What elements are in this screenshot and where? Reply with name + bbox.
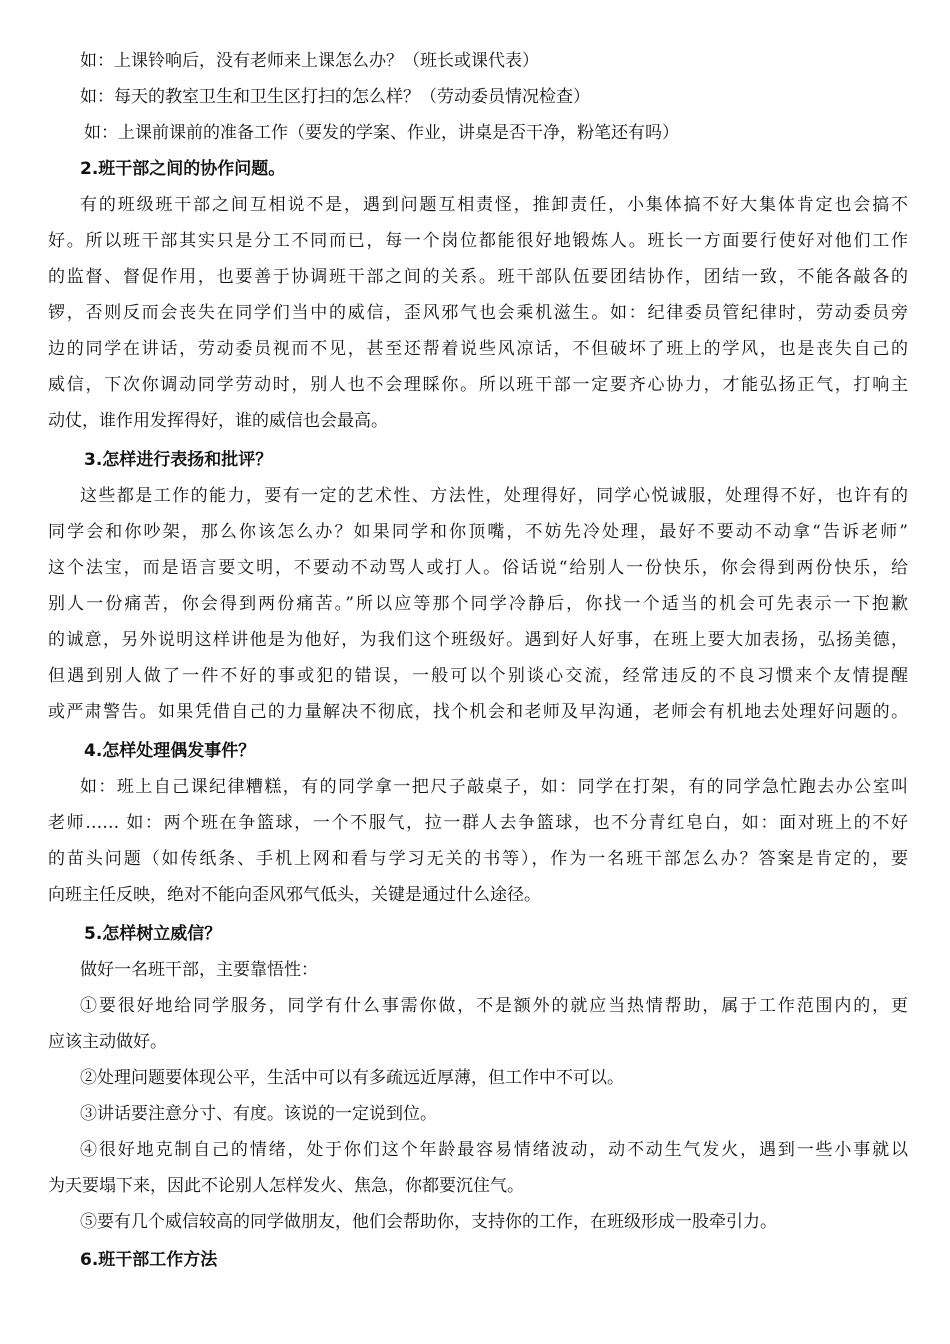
body-line: 边的同学在讲话，劳动委员视而不见，甚至还帮着说些风凉话，不但破坏了班上的学风，也是丧失自己的 [48,339,908,359]
list-item: ②处理问题要体现公平，生活中可以有多疏远近厚薄，但工作中不可以。 [80,1068,624,1088]
body-line: 锣，否则反而会丧失在同学们当中的威信，歪风邪气也会乘机滋生。如：纪律委员管纪律时，劳动委员旁 [48,303,908,323]
body-line: 同学会和你吵架，那么你该怎么办？如果同学和你顶嘴，不妨先冷处理，最好不要动不动拿“告诉老师” [48,522,908,542]
body-line: 或严肃警告。如果凭借自己的力量解决不彻底，找个机会和老师及早沟通，老师会有机地去处理好问题的。 [48,702,908,722]
list-item: ③讲话要注意分寸、有度。该说的一定说到位。 [80,1104,437,1124]
list-item: ①要很好地给同学服务，同学有什么事需你做，不是额外的就应当热情帮助，属于工作范围内的，更 [80,996,908,1016]
list-item: ⑤要有几个威信较高的同学做朋友，他们会帮助你，支持你的工作，在班级形成一股牵引力。 [80,1212,777,1232]
body-line: 动仗，谁作用发挥得好，谁的威信也会最高。 [48,411,388,431]
section-heading: 5.怎样树立威信？ [84,924,222,944]
body-line: 但遇到别人做了一件不好的事或犯的错误，一般可以个别谈心交流，经常违反的不良习惯来个友情提醒 [48,666,908,686]
body-line: 向班主任反映，绝对不能向歪风邪气低头，关键是通过什么途径。 [48,885,541,905]
section-heading: 4.怎样处理偶发事件？ [84,741,256,761]
section-heading: 2.班干部之间的协作问题。 [80,159,286,179]
list-item-continuation: 应该主动做好。 [48,1032,167,1052]
body-line: 做好一名班干部，主要靠悟性： [80,960,318,980]
body-line: 的诚意，另外说明这样讲他是为他好，为我们这个班级好。遇到好人好事，在班上要大加表扬，弘扬美德， [48,630,908,650]
body-line: 老师…… 如：两个班在争篮球，一个不服气，拉一群人去争篮球，也不分青红皂白，如：面对班上的不好 [48,813,908,833]
body-line: 的苗头问题（如传纸条、手机上网和看与学习无关的书等），作为一名班干部怎么办？答案是肯定的，要 [48,849,908,869]
body-line: 好。所以班干部其实只是分工不同而已，每一个岗位都能很好地锻炼人。班长一方面要行使好对他们工作 [48,231,908,251]
body-line: 威信，下次你调动同学劳动时，别人也不会理睬你。所以班干部一定要齐心协力，才能弘扬正气，打响主 [48,375,908,395]
section-heading: 6.班干部工作方法 [80,1250,218,1270]
body-line: 的监督、督促作用，也要善于协调班干部之间的关系。班干部队伍要团结协作，团结一致，不能各敲各的 [48,267,908,287]
list-item: ④很好地克制自己的情绪，处于你们这个年龄最容易情绪波动，动不动生气发火，遇到一些小事就以 [80,1140,908,1160]
body-line: 这个法宝，而是语言要文明，不要动不动骂人或打人。俗话说“给别人一份快乐，你会得到两份快乐，给 [48,558,908,578]
example-line: 如：上课铃响后，没有老师来上课怎么办？（班长或课代表） [80,51,539,71]
example-line: 如：上课前课前的准备工作（要发的学案、作业，讲桌是否干净，粉笔还有吗） [84,123,679,143]
example-line: 如：每天的教室卫生和卫生区打扫的怎么样？（劳动委员情况检查） [80,87,590,107]
body-line: 这些都是工作的能力，要有一定的艺术性、方法性，处理得好，同学心悦诚服，处理得不好，也许有的 [80,486,908,506]
body-line: 别人一份痛苦，你会得到两份痛苦。”所以应等那个同学冷静后，你找一个适当的机会可先表示一下抱歉 [48,594,908,614]
body-line: 如：班上自己课纪律糟糕，有的同学拿一把尺子敲桌子，如：同学在打架，有的同学急忙跑去办公室叫 [80,777,908,797]
body-line: 有的班级班干部之间互相说不是，遇到问题互相责怪，推卸责任，小集体搞不好大集体肯定也会搞不 [80,195,908,215]
list-item-continuation: 为天要塌下来，因此不论别人怎样发火、焦急，你都要沉住气。 [48,1176,524,1196]
section-heading: 3.怎样进行表扬和批评？ [84,450,273,470]
